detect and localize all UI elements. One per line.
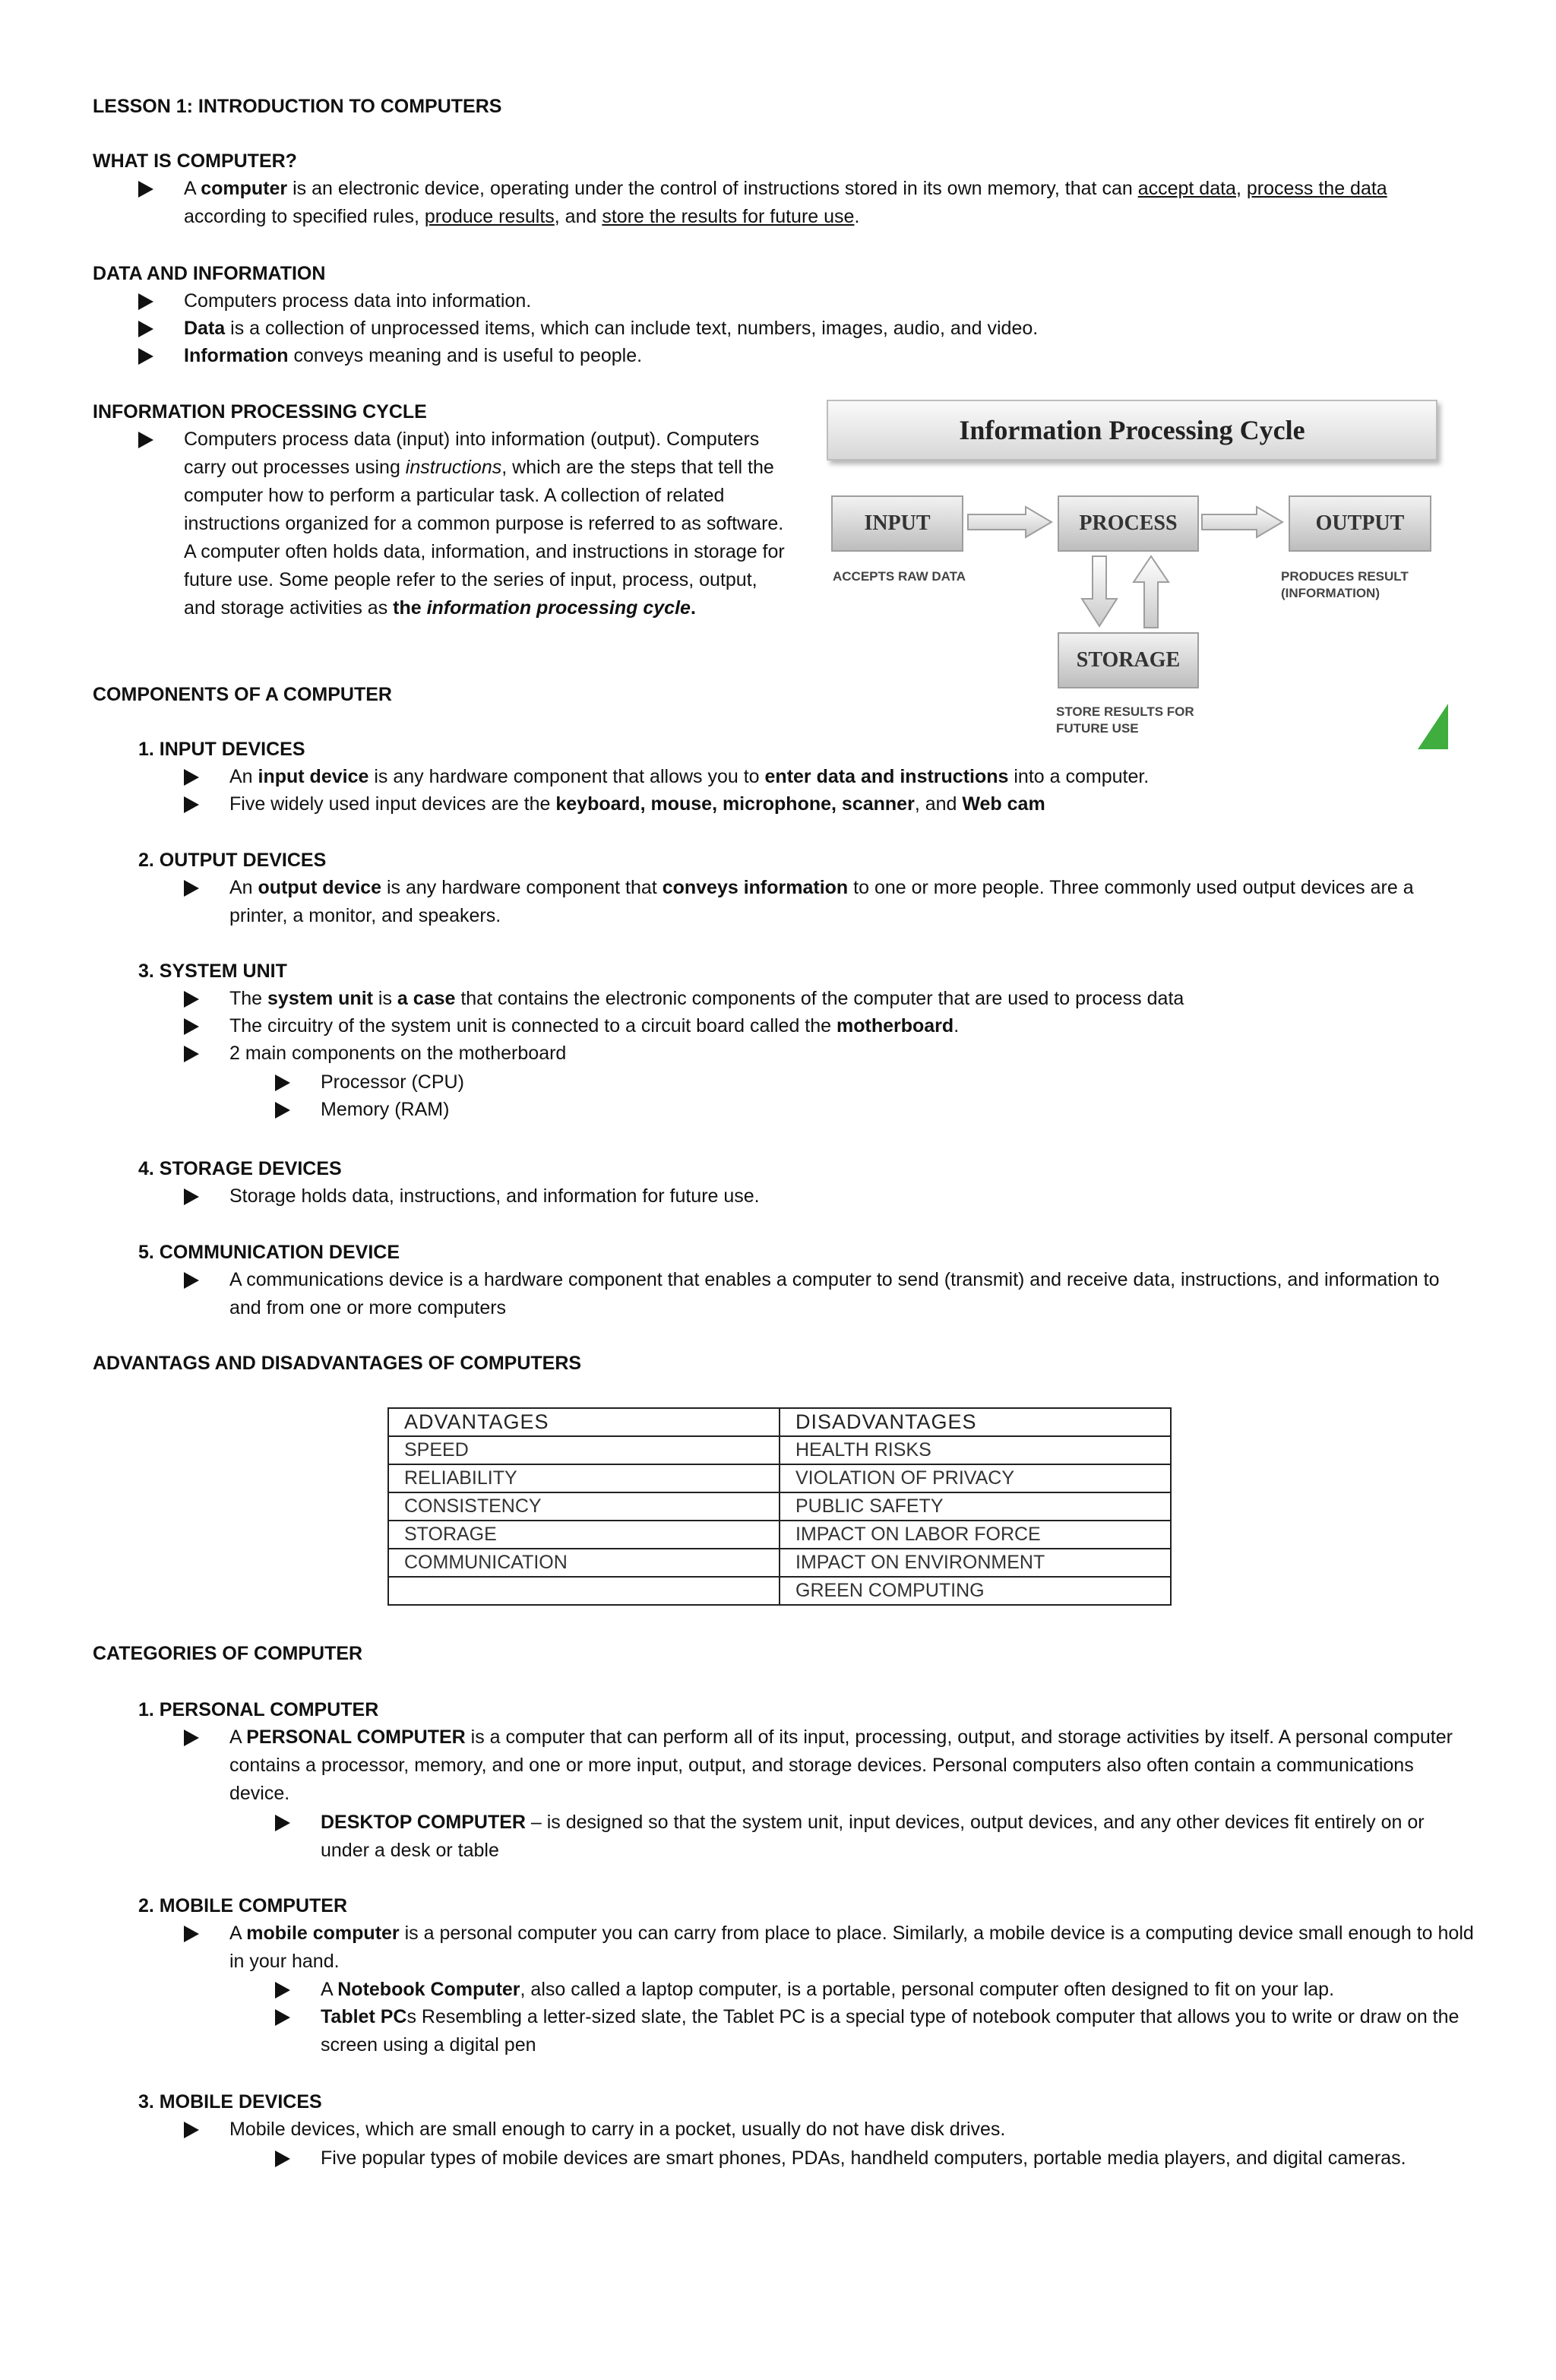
communication-device-heading: 5. COMMUNICATION DEVICE	[138, 1242, 400, 1263]
green-corner-decoration	[1418, 704, 1448, 749]
term-instructions: instructions	[405, 457, 502, 478]
system-unit-sub-1	[321, 1068, 1475, 1097]
output-caption-2: (INFORMATION)	[1281, 586, 1380, 600]
text: Memory (RAM)	[321, 1099, 450, 1120]
text: .	[954, 1015, 960, 1037]
right-arrow-icon	[1202, 507, 1282, 537]
term-a-case: a case	[397, 988, 456, 1009]
output-caption-1: PRODUCES RESULT	[1281, 569, 1409, 584]
bullet-arrow-icon	[275, 2009, 290, 2026]
information-processing-cycle-diagram	[827, 400, 1450, 749]
table-row	[388, 1464, 1171, 1492]
text: Computers process data (input) into information (output). Computers carry out processes using	[184, 429, 760, 478]
bullet-arrow-icon	[184, 1018, 199, 1035]
up-arrow-icon	[1134, 556, 1169, 628]
table-row	[388, 1549, 1171, 1577]
text: Storage holds data, instructions, and information for future use.	[229, 1185, 760, 1207]
text: – is designed so that the system unit, input devices, output devices, and any other devices fit entirely on or under a desk or table	[321, 1812, 1425, 1861]
text: 2 main components on the motherboard	[229, 1043, 567, 1064]
text: , and	[554, 206, 602, 227]
bullet-arrow-icon	[138, 321, 153, 337]
text: , which are the steps that tell the computer how to perform a particular task. A collection of related instructions organized for a common purpose is referred to as software. A computer often holds data, information, and instructions in storage for future use. Some people refer to the series of input, process, output, and storage activities as	[184, 457, 785, 619]
mobile-devices-heading: 3. MOBILE DEVICES	[138, 2091, 322, 2113]
underlined-process-data: process the data	[1246, 178, 1387, 199]
text: Five popular types of mobile devices are smart phones, PDAs, handheld computers, portable media players, and digital cameras.	[321, 2147, 1406, 2169]
bullet-arrow-icon	[184, 1188, 199, 1205]
table-cell: VIOLATION OF PRIVACY	[780, 1464, 1171, 1492]
input-box: INPUT	[831, 495, 963, 552]
bullet-arrow-icon	[184, 1926, 199, 1942]
term-web-cam: Web cam	[962, 793, 1045, 815]
text: A	[184, 178, 201, 199]
term-computer: computer	[201, 178, 288, 199]
text: .	[690, 597, 696, 619]
term-conveys-information: conveys information	[662, 877, 849, 898]
text: Processor (CPU)	[321, 1071, 464, 1093]
bullet-arrow-icon	[275, 1815, 290, 1831]
bullet-arrow-icon	[184, 2122, 199, 2138]
table-row	[388, 1436, 1171, 1464]
bullet-arrow-icon	[184, 1730, 199, 1746]
table-cell: GREEN COMPUTING	[780, 1577, 1171, 1605]
text: A	[321, 1979, 338, 2000]
text: The circuitry of the system unit is connected to a circuit board called the	[229, 1015, 837, 1037]
process-box: PROCESS	[1058, 495, 1199, 552]
bullet-arrow-icon	[184, 1272, 199, 1289]
ipc-paragraph	[184, 426, 792, 622]
term-tablet-pc: Tablet PC	[321, 2006, 407, 2027]
lesson-title: LESSON 1: INTRODUCTION TO COMPUTERS	[93, 96, 502, 117]
system-unit-sub-2	[321, 1096, 1475, 1124]
term-mobile-computer: mobile computer	[246, 1923, 400, 1944]
underlined-produce-results: produce results	[424, 206, 555, 227]
text: The	[229, 988, 268, 1009]
bullet-arrow-icon	[184, 1046, 199, 1062]
text: Computers process data into information.	[184, 290, 532, 312]
term-keyboard: keyboard	[555, 793, 640, 815]
personal-computer-heading: 1. PERSONAL COMPUTER	[138, 1699, 379, 1720]
storage-box: STORAGE	[1058, 632, 1199, 688]
output-devices-heading: 2. OUTPUT DEVICES	[138, 850, 327, 871]
column-header-disadvantages: DISADVANTAGES	[780, 1408, 1171, 1436]
system-unit-heading: 3. SYSTEM UNIT	[138, 961, 287, 982]
right-arrow-icon	[968, 507, 1052, 537]
bullet-arrow-icon	[184, 991, 199, 1008]
storage-caption-2: FUTURE USE	[1056, 721, 1139, 736]
term-system-unit: system unit	[267, 988, 373, 1009]
table-cell: STORAGE	[388, 1521, 780, 1549]
mobile-devices-bullet-1	[229, 2116, 1475, 2144]
mobile-devices-sub-1	[321, 2144, 1475, 2173]
tablet-pc-bullet	[321, 2003, 1475, 2059]
categories-heading: CATEGORIES OF COMPUTER	[93, 1643, 363, 1664]
bullet-arrow-icon	[275, 1982, 290, 1999]
system-unit-bullet-3	[229, 1040, 1475, 1068]
term-devices: mouse, microphone, scanner	[650, 793, 915, 815]
system-unit-bullet-1	[229, 985, 1475, 1013]
text: ,	[1235, 178, 1247, 199]
text: An	[229, 766, 258, 787]
system-unit-bullet-2	[229, 1012, 1475, 1040]
bullet-arrow-icon	[138, 181, 153, 198]
table-cell: SPEED	[388, 1436, 780, 1464]
table-row	[388, 1577, 1171, 1605]
text: to one or more people. Three commonly used output devices are a printer, a monitor, and speakers.	[229, 877, 1414, 926]
term-enter-data: enter data and instructions	[764, 766, 1009, 787]
table-cell: RELIABILITY	[388, 1464, 780, 1492]
text: is a computer that can perform all of its input, processing, output, and storage activities by itself. A personal computer contains a processor, memory, and one or more input, output, and storage devices. Personal computers also often contain a communications device.	[229, 1726, 1453, 1804]
mobile-computer-bullet-1	[229, 1920, 1475, 1976]
column-header-advantages: ADVANTAGES	[388, 1408, 780, 1436]
underlined-accept-data: accept data	[1137, 178, 1236, 199]
bullet-arrow-icon	[138, 432, 153, 448]
text: the	[393, 597, 427, 619]
term-desktop-computer: DESKTOP COMPUTER	[321, 1812, 526, 1833]
what-is-paragraph	[184, 175, 1460, 231]
advantages-table	[387, 1407, 1172, 1606]
components-heading: COMPONENTS OF A COMPUTER	[93, 684, 392, 705]
text: s Resembling a letter-sized slate, the Tablet PC is a special type of notebook computer that allows you to write or draw on the screen using a digital pen	[321, 2006, 1460, 2056]
output-devices-bullet-1	[229, 874, 1475, 930]
text: is	[372, 988, 397, 1009]
storage-devices-heading: 4. STORAGE DEVICES	[138, 1158, 342, 1179]
text: conveys meaning and is useful to people.	[288, 345, 643, 366]
underlined-store-results: store the results for future use	[602, 206, 855, 227]
term-information-processing-cycle: information processing cycle	[426, 597, 691, 619]
text: A communications device is a hardware component that enables a computer to send (transmit) and receive data, instructions, and information to and from one or more computers	[229, 1269, 1440, 1318]
personal-computer-bullet-1	[229, 1723, 1475, 1808]
table-cell: CONSISTENCY	[388, 1492, 780, 1521]
text: is any hardware component that allows you to	[368, 766, 765, 787]
text: , also called a laptop computer, is a portable, personal computer often designed to fit on your lap.	[520, 1979, 1335, 2000]
term-notebook-computer: Notebook Computer	[337, 1979, 520, 2000]
what-is-heading: WHAT IS COMPUTER?	[93, 150, 297, 172]
text: is a personal computer you can carry from place to place. Similarly, a mobile device is a computing device small enough to hold in your hand.	[229, 1923, 1474, 1972]
text: , and	[914, 793, 963, 815]
mobile-computer-heading: 2. MOBILE COMPUTER	[138, 1895, 348, 1916]
desktop-computer-bullet	[321, 1809, 1475, 1865]
data-info-heading: DATA AND INFORMATION	[93, 263, 326, 284]
text: into a computer.	[1008, 766, 1150, 787]
text: is any hardware component that	[381, 877, 663, 898]
down-arrow-icon	[1082, 556, 1117, 626]
input-caption: ACCEPTS RAW DATA	[833, 569, 966, 584]
notebook-computer-bullet	[321, 1976, 1475, 2004]
term-input-device: input device	[258, 766, 369, 787]
bullet-arrow-icon	[275, 2151, 290, 2167]
text: Five widely used input devices are the	[229, 793, 556, 815]
input-devices-heading: 1. INPUT DEVICES	[138, 739, 305, 760]
diagram-title: Information Processing Cycle	[827, 400, 1437, 460]
output-box: OUTPUT	[1289, 495, 1431, 552]
text: according to specified rules,	[184, 206, 425, 227]
bullet-arrow-icon	[275, 1102, 290, 1119]
text: A	[229, 1726, 247, 1748]
storage-caption-1: STORE RESULTS FOR	[1056, 704, 1194, 719]
text: that contains the electronic components of the computer that are used to process data	[455, 988, 1184, 1009]
term-data: Data	[184, 318, 226, 339]
data-info-bullet-2	[184, 315, 1460, 343]
term-motherboard: motherboard	[837, 1015, 954, 1037]
storage-devices-bullet-1	[229, 1182, 1475, 1211]
ipc-heading: INFORMATION PROCESSING CYCLE	[93, 401, 427, 423]
text: is a collection of unprocessed items, which can include text, numbers, images, audio, and video.	[225, 318, 1039, 339]
table-cell: COMMUNICATION	[388, 1549, 780, 1577]
table-cell: IMPACT ON ENVIRONMENT	[780, 1549, 1171, 1577]
bullet-arrow-icon	[275, 1074, 290, 1091]
text: ,	[640, 793, 651, 815]
data-info-bullet-3	[184, 342, 1460, 370]
bullet-arrow-icon	[184, 796, 199, 813]
input-devices-bullet-1	[229, 763, 1475, 791]
bullet-arrow-icon	[138, 293, 153, 310]
text: Mobile devices, which are small enough to carry in a pocket, usually do not have disk drives.	[229, 2119, 1006, 2140]
table-row	[388, 1521, 1171, 1549]
input-devices-bullet-2	[229, 790, 1475, 818]
table-header-row	[388, 1408, 1171, 1436]
text: is an electronic device, operating under the control of instructions stored in its own memory, that can	[287, 178, 1138, 199]
term-personal-computer: PERSONAL COMPUTER	[246, 1726, 466, 1748]
table-cell: HEALTH RISKS	[780, 1436, 1171, 1464]
bullet-arrow-icon	[184, 880, 199, 897]
bullet-arrow-icon	[184, 769, 199, 786]
data-info-bullet-1	[184, 287, 1460, 315]
term-information: Information	[184, 345, 289, 366]
table-cell: PUBLIC SAFETY	[780, 1492, 1171, 1521]
text: An	[229, 877, 258, 898]
table-cell: IMPACT ON LABOR FORCE	[780, 1521, 1171, 1549]
text: .	[854, 206, 860, 227]
table-row	[388, 1492, 1171, 1521]
advantages-heading: ADVANTAGS AND DISADVANTAGES OF COMPUTERS	[93, 1353, 582, 1374]
text: A	[229, 1923, 247, 1944]
bullet-arrow-icon	[138, 348, 153, 365]
communication-device-bullet-1	[229, 1266, 1475, 1322]
term-output-device: output device	[258, 877, 382, 898]
table-cell	[388, 1577, 780, 1605]
